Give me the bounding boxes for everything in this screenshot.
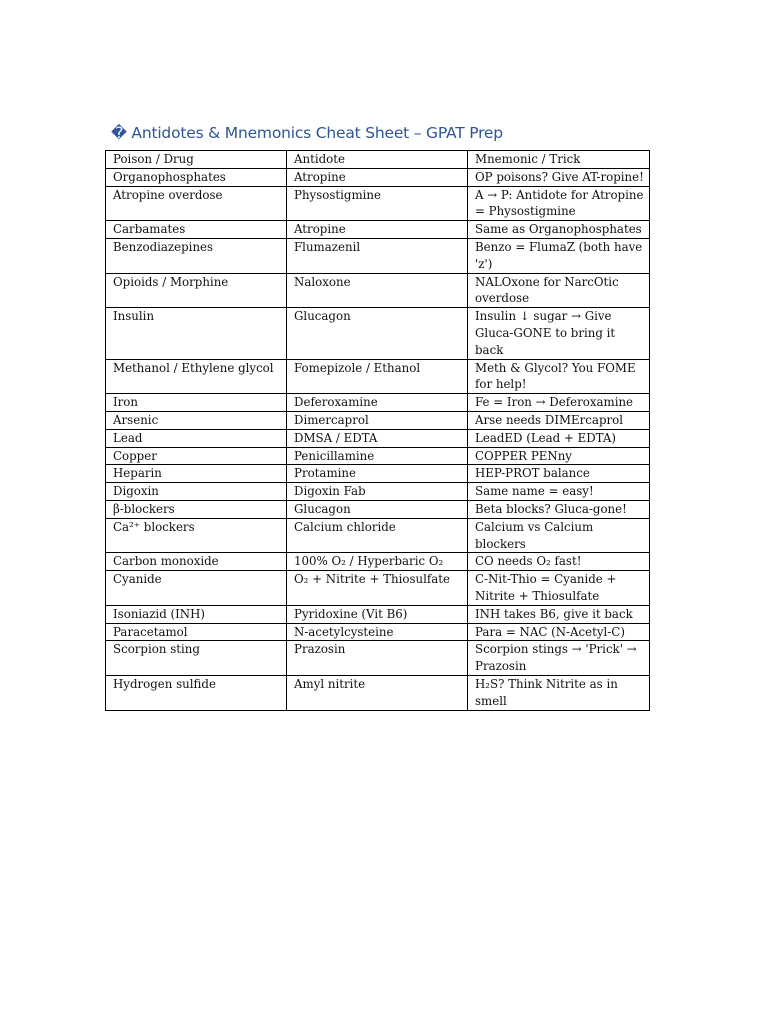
antidote-cell: O₂ + Nitrite + Thiosulfate [287, 571, 468, 606]
mnemonic-cell: LeadED (Lead + EDTA) [468, 429, 650, 447]
mnemonic-cell: NALOxone for NarcOtic overdose [468, 273, 650, 308]
mnemonic-cell: COPPER PENny [468, 447, 650, 465]
table-row [106, 221, 650, 239]
poison-cell: Copper [106, 447, 287, 465]
antidote-cell: Deferoxamine [287, 394, 468, 412]
mnemonic-cell: INH takes B6, give it back [468, 605, 650, 623]
poison-cell: Carbon monoxide [106, 553, 287, 571]
table-row [106, 394, 650, 412]
antidote-cell: Protamine [287, 465, 468, 483]
poison-cell: Hydrogen sulfide [106, 675, 287, 710]
table-row [106, 518, 650, 553]
table-row [106, 411, 650, 429]
antidote-cell: Prazosin [287, 641, 468, 676]
antidote-cell: Flumazenil [287, 238, 468, 273]
mnemonic-cell: Insulin ↓ sugar → Give Gluca-GONE to bring it back [468, 308, 650, 359]
poison-cell: Cyanide [106, 571, 287, 606]
mnemonic-cell: C-Nit-Thio = Cyanide + Nitrite + Thiosulfate [468, 571, 650, 606]
antidote-cell: Physostigmine [287, 186, 468, 221]
antidote-cell: Dimercaprol [287, 411, 468, 429]
antidote-cell: Glucagon [287, 500, 468, 518]
mnemonic-cell: Fe = Iron → Deferoxamine [468, 394, 650, 412]
table-row [106, 359, 650, 394]
antidote-cell: DMSA / EDTA [287, 429, 468, 447]
antidote-cell: Penicillamine [287, 447, 468, 465]
table-row [106, 641, 650, 676]
poison-cell: Opioids / Morphine [106, 273, 287, 308]
poison-cell: Isoniazid (INH) [106, 605, 287, 623]
table-row [106, 605, 650, 623]
poison-cell: Ca²⁺ blockers [106, 518, 287, 553]
antidote-cell: Naloxone [287, 273, 468, 308]
header-antidote: Antidote [287, 151, 468, 169]
table-row [106, 238, 650, 273]
table-header-row [106, 151, 650, 169]
table-row [106, 447, 650, 465]
poison-cell: Paracetamol [106, 623, 287, 641]
poison-cell: Heparin [106, 465, 287, 483]
table-row [106, 429, 650, 447]
antidote-cell: N-acetylcysteine [287, 623, 468, 641]
mnemonic-cell: CO needs O₂ fast! [468, 553, 650, 571]
mnemonic-cell: Meth & Glycol? You FOME for help! [468, 359, 650, 394]
antidote-cell: Glucagon [287, 308, 468, 359]
mnemonic-cell: A → P: Antidote for Atropine = Physostigmine [468, 186, 650, 221]
poison-cell: Atropine overdose [106, 186, 287, 221]
table-row [106, 623, 650, 641]
mnemonic-cell: Benzo = FlumaZ (both have 'z') [468, 238, 650, 273]
poison-cell: Insulin [106, 308, 287, 359]
poison-cell: Organophosphates [106, 168, 287, 186]
table-body [106, 151, 650, 711]
mnemonic-cell: OP poisons? Give AT-ropine! [468, 168, 650, 186]
antidote-cell: Pyridoxine (Vit B6) [287, 605, 468, 623]
mnemonic-cell: Para = NAC (N-Acetyl-C) [468, 623, 650, 641]
mnemonic-cell: Same name = easy! [468, 483, 650, 501]
antidotes-table [105, 150, 650, 711]
antidote-cell: Fomepizole / Ethanol [287, 359, 468, 394]
mnemonic-cell: Scorpion stings → 'Prick' → Prazosin [468, 641, 650, 676]
mnemonic-cell: Same as Organophosphates [468, 221, 650, 239]
mnemonic-cell: Arse needs DIMErcaprol [468, 411, 650, 429]
page-title: � Antidotes & Mnemonics Cheat Sheet – GPAT Prep [111, 124, 503, 142]
table-row [106, 465, 650, 483]
poison-cell: Arsenic [106, 411, 287, 429]
antidote-cell: 100% O₂ / Hyperbaric O₂ [287, 553, 468, 571]
poison-cell: Digoxin [106, 483, 287, 501]
antidote-cell: Digoxin Fab [287, 483, 468, 501]
table-row [106, 500, 650, 518]
antidote-cell: Calcium chloride [287, 518, 468, 553]
antidote-cell: Atropine [287, 221, 468, 239]
table-row [106, 675, 650, 710]
header-poison: Poison / Drug [106, 151, 287, 169]
poison-cell: Scorpion sting [106, 641, 287, 676]
poison-cell: β-blockers [106, 500, 287, 518]
mnemonic-cell: Beta blocks? Gluca-gone! [468, 500, 650, 518]
table-row [106, 273, 650, 308]
table-row [106, 571, 650, 606]
antidote-cell: Amyl nitrite [287, 675, 468, 710]
antidote-cell: Atropine [287, 168, 468, 186]
mnemonic-cell: HEP-PROT balance [468, 465, 650, 483]
mnemonic-cell: Calcium vs Calcium blockers [468, 518, 650, 553]
poison-cell: Benzodiazepines [106, 238, 287, 273]
header-mnemonic: Mnemonic / Trick [468, 151, 650, 169]
poison-cell: Lead [106, 429, 287, 447]
table-row [106, 168, 650, 186]
table-row [106, 308, 650, 359]
poison-cell: Iron [106, 394, 287, 412]
mnemonic-cell: H₂S? Think Nitrite as in smell [468, 675, 650, 710]
poison-cell: Methanol / Ethylene glycol [106, 359, 287, 394]
poison-cell: Carbamates [106, 221, 287, 239]
table-row [106, 186, 650, 221]
table-row [106, 483, 650, 501]
table-row [106, 553, 650, 571]
